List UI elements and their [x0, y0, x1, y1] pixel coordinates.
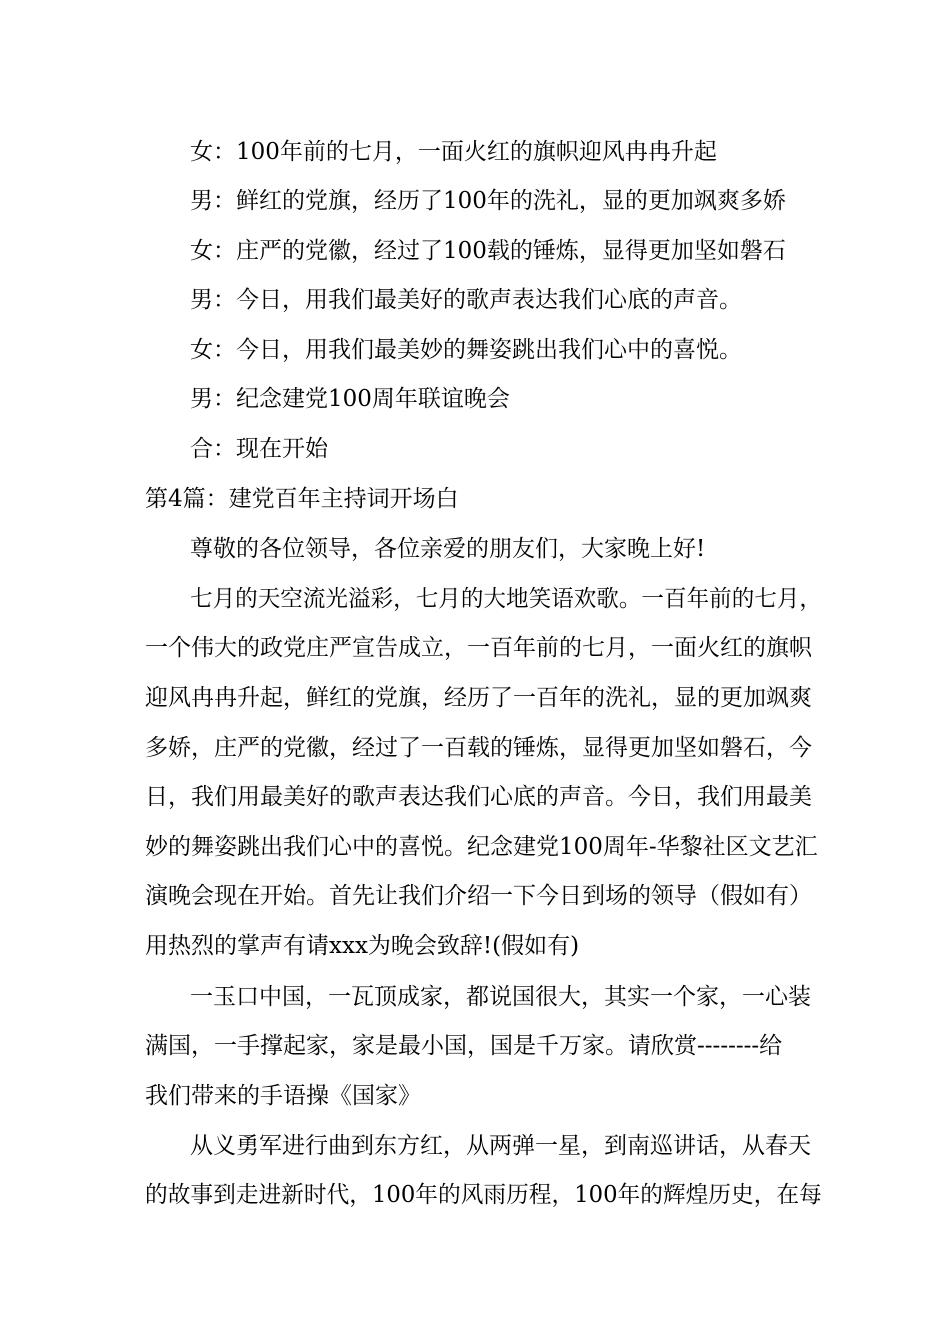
dialogue-line: 合：现在开始 [190, 436, 328, 462]
greeting-line: 尊敬的各位领导，各位亲爱的朋友们，大家晚上好! [190, 536, 706, 562]
paragraph-line: 用热烈的掌声有请xxx为晚会致辞!(假如有) [145, 933, 580, 959]
paragraph-line: 满国，一手撑起家，家是最小国，国是千万家。请欣赏--------给 [145, 1033, 783, 1059]
paragraph-line: 多娇，庄严的党徽，经过了一百载的锤炼，显得更加坚如磐石，今 [145, 735, 812, 761]
paragraph-line: 从义勇军进行曲到东方红，从两弹一星，到南巡讲话，从春天 [190, 1133, 811, 1159]
dialogue-line: 男：今日，用我们最美好的歌声表达我们心底的声音。 [190, 287, 742, 313]
paragraph-line: 日，我们用最美好的歌声表达我们心底的声音。今日，我们用最美 [145, 784, 812, 810]
dialogue-line: 男：鲜红的党旗，经历了100年的洗礼，显的更加飒爽多娇 [190, 188, 786, 214]
dialogue-line: 女：100年前的七月，一面火红的旗帜迎风冉冉升起 [190, 139, 717, 165]
paragraph-line: 我们带来的手语操《国家》 [145, 1083, 421, 1109]
dialogue-line: 女：今日，用我们最美妙的舞姿跳出我们心中的喜悦。 [190, 337, 742, 363]
paragraph-line: 一玉口中国，一瓦顶成家，都说国很大，其实一个家，一心装 [190, 984, 811, 1010]
paragraph-line: 妙的舞姿跳出我们心中的喜悦。纪念建党100周年-华黎社区文艺汇 [145, 834, 818, 860]
paragraph-line: 一个伟大的政党庄严宣告成立，一百年前的七月，一面火红的旗帜 [145, 635, 812, 661]
paragraph-line: 迎风冉冉升起，鲜红的党旗，经历了一百年的洗礼，显的更加飒爽 [145, 685, 812, 711]
paragraph-line: 的故事到走进新时代，100年的风雨历程，100年的辉煌历史，在每 [145, 1182, 822, 1208]
paragraph-line: 演晚会现在开始。首先让我们介绍一下今日到场的领导（假如有） [145, 883, 812, 909]
dialogue-line: 女：庄严的党徽，经过了100载的锤炼，显得更加坚如磐石 [190, 238, 786, 264]
dialogue-line: 男：纪念建党100周年联谊晚会 [190, 386, 510, 412]
paragraph-line: 七月的天空流光溢彩，七月的大地笑语欢歌。一百年前的七月， [190, 586, 822, 612]
section-heading: 第4篇：建党百年主持词开场白 [145, 486, 459, 512]
